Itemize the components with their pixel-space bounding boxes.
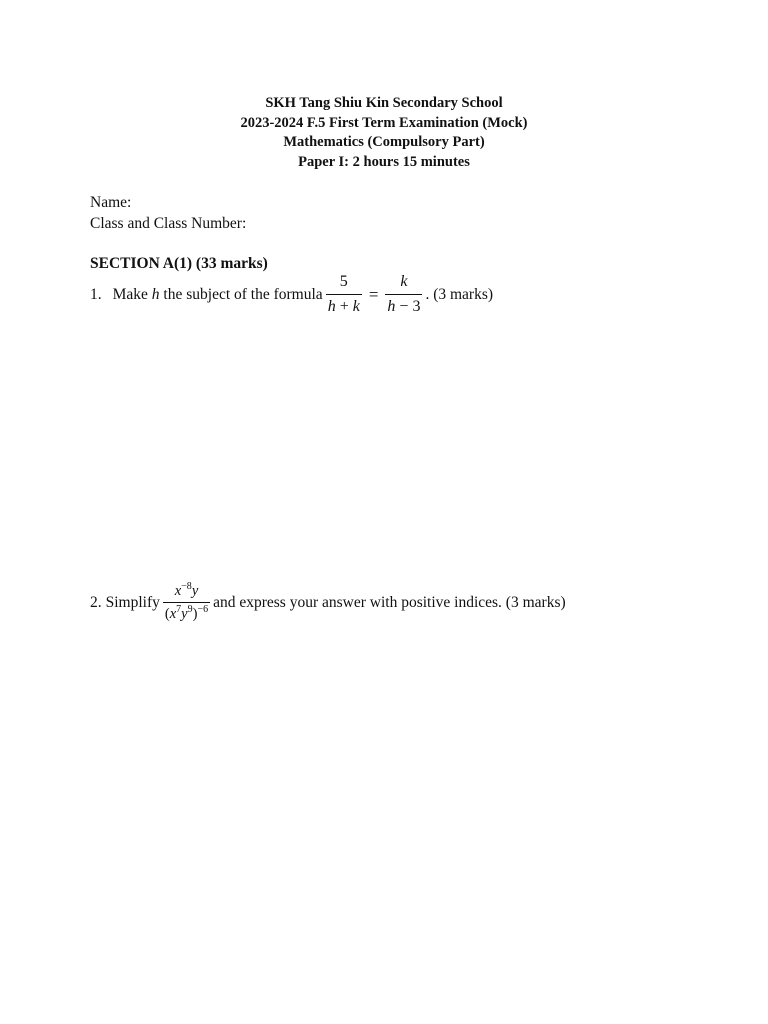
rhs-numerator: k [400,273,408,290]
subject-title: Mathematics (Compulsory Part) [283,134,485,150]
den-exp-outer: −6 [197,604,209,616]
lhs-numerator: 5 [339,273,348,290]
question-1 [90,270,493,319]
simplify-numerator [173,580,201,602]
question-1-number: 1. [90,285,102,303]
den-close-paren: ) [192,606,198,622]
exam-header [0,94,768,172]
section-title: SECTION A(1) (33 marks) [90,255,268,272]
equals-sign: = [368,284,379,304]
formula-rhs-fraction [385,270,422,319]
lhs-den-var2: k [352,298,360,315]
lhs-den-op: + [339,298,349,315]
num-exp-x: −8 [181,581,192,593]
class-number-label: Class and Class Number: [90,215,247,232]
rhs-denominator [385,295,422,319]
num-base-x: x [174,583,182,599]
question-1-variable: h [151,285,160,303]
simplify-denominator [163,603,210,625]
question-2-text-before: Simplify [105,593,160,611]
num-base-y: y [191,583,199,599]
student-info [90,192,246,234]
paper-duration: Paper I: 2 hours 15 minutes [298,153,470,170]
question-1-marks: . (3 marks) [425,285,494,303]
lhs-denominator [326,295,362,319]
name-label: Name: [90,194,132,211]
den-base-x: x [169,606,177,622]
rhs-den-const: 3 [412,298,421,315]
question-2-text-after: and express your answer with positive indices. (3 marks) [213,593,566,611]
simplify-fraction [163,580,210,625]
den-base-y: y [181,606,188,622]
rhs-den-op: − [399,298,409,315]
question-1-text-before: Make [112,285,148,303]
school-name: SKH Tang Shiu Kin Secondary School [265,95,503,111]
question-2-number: 2. [90,593,102,611]
den-open-paren: ( [164,606,170,622]
question-1-text-after: the subject of the formula [163,285,323,303]
den-exp-x: 7 [176,604,182,616]
question-2 [90,580,566,625]
formula-lhs-fraction [326,270,362,319]
den-exp-y: 9 [187,604,193,616]
lhs-den-var1: h [327,298,336,315]
rhs-den-var: h [387,298,396,315]
exam-title: 2023-2024 F.5 First Term Examination (Mock) [240,114,528,131]
